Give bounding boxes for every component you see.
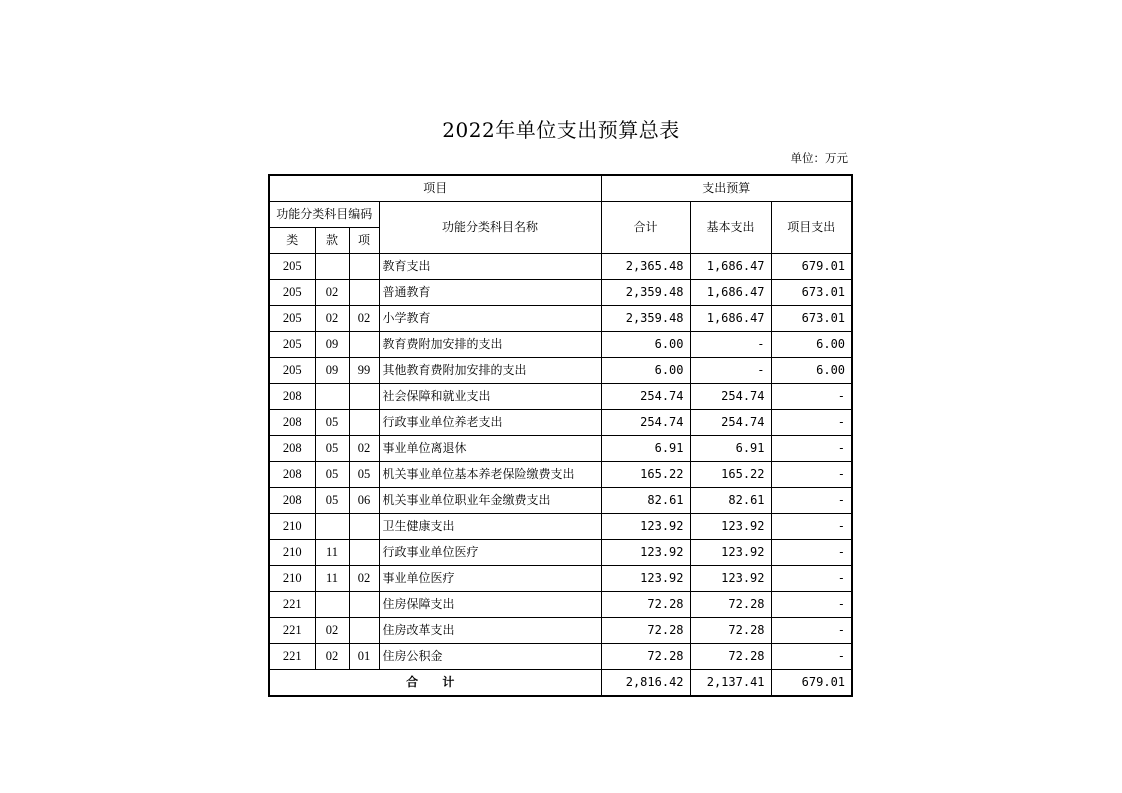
cell-project: 6.00	[771, 358, 852, 384]
cell-basic: 72.28	[690, 592, 771, 618]
cell-project: -	[771, 410, 852, 436]
cell-total: 72.28	[601, 592, 690, 618]
total-project: 679.01	[771, 670, 852, 697]
cell-project: 679.01	[771, 254, 852, 280]
table-row	[269, 306, 852, 332]
cell-kuan: 05	[315, 436, 349, 462]
cell-kuan: 09	[315, 332, 349, 358]
cell-basic: -	[690, 332, 771, 358]
cell-xiang	[349, 592, 379, 618]
cell-project: -	[771, 514, 852, 540]
table-row	[269, 592, 852, 618]
cell-project: 673.01	[771, 306, 852, 332]
cell-total: 82.61	[601, 488, 690, 514]
cell-basic: -	[690, 358, 771, 384]
cell-name: 教育费附加安排的支出	[379, 332, 601, 358]
cell-basic: 1,686.47	[690, 280, 771, 306]
cell-name: 卫生健康支出	[379, 514, 601, 540]
table-row	[269, 618, 852, 644]
cell-project: -	[771, 384, 852, 410]
table-row	[269, 384, 852, 410]
cell-name: 机关事业单位职业年金缴费支出	[379, 488, 601, 514]
cell-total: 2,359.48	[601, 306, 690, 332]
cell-kuan: 05	[315, 462, 349, 488]
cell-basic: 123.92	[690, 540, 771, 566]
header-xiang: 项	[349, 228, 379, 254]
cell-project: -	[771, 488, 852, 514]
cell-project: -	[771, 644, 852, 670]
header-code-group: 功能分类科目编码	[269, 202, 379, 228]
header-total: 合计	[601, 202, 690, 254]
cell-total: 123.92	[601, 540, 690, 566]
cell-xiang	[349, 618, 379, 644]
cell-kuan: 11	[315, 566, 349, 592]
table-row	[269, 540, 852, 566]
cell-total: 2,359.48	[601, 280, 690, 306]
cell-project: 6.00	[771, 332, 852, 358]
cell-total: 6.91	[601, 436, 690, 462]
cell-name: 社会保障和就业支出	[379, 384, 601, 410]
cell-total: 6.00	[601, 358, 690, 384]
cell-xiang	[349, 332, 379, 358]
cell-basic: 6.91	[690, 436, 771, 462]
cell-xiang: 02	[349, 306, 379, 332]
cell-project: -	[771, 462, 852, 488]
cell-xiang: 05	[349, 462, 379, 488]
cell-name: 教育支出	[379, 254, 601, 280]
cell-name: 其他教育费附加安排的支出	[379, 358, 601, 384]
total-label: 合 计	[269, 670, 601, 697]
cell-name: 普通教育	[379, 280, 601, 306]
cell-lei: 208	[269, 410, 315, 436]
cell-basic: 82.61	[690, 488, 771, 514]
cell-kuan: 02	[315, 618, 349, 644]
cell-total: 165.22	[601, 462, 690, 488]
cell-xiang	[349, 514, 379, 540]
cell-basic: 165.22	[690, 462, 771, 488]
budget-table	[268, 174, 853, 697]
table-body	[269, 254, 852, 670]
cell-basic: 123.92	[690, 566, 771, 592]
cell-lei: 205	[269, 332, 315, 358]
cell-project: -	[771, 540, 852, 566]
cell-lei: 221	[269, 592, 315, 618]
table-row	[269, 488, 852, 514]
cell-basic: 1,686.47	[690, 254, 771, 280]
cell-xiang: 99	[349, 358, 379, 384]
cell-xiang	[349, 540, 379, 566]
header-basic: 基本支出	[690, 202, 771, 254]
cell-total: 123.92	[601, 566, 690, 592]
cell-name: 事业单位医疗	[379, 566, 601, 592]
cell-kuan: 11	[315, 540, 349, 566]
unit-label: 单位：万元	[790, 151, 848, 165]
cell-xiang: 01	[349, 644, 379, 670]
cell-lei: 205	[269, 254, 315, 280]
cell-total: 6.00	[601, 332, 690, 358]
total-row	[269, 670, 852, 697]
cell-lei: 208	[269, 462, 315, 488]
cell-lei: 205	[269, 280, 315, 306]
total-basic: 2,137.41	[690, 670, 771, 697]
cell-basic: 254.74	[690, 384, 771, 410]
cell-total: 72.28	[601, 644, 690, 670]
cell-lei: 208	[269, 436, 315, 462]
cell-lei: 205	[269, 358, 315, 384]
cell-kuan: 02	[315, 644, 349, 670]
cell-kuan	[315, 514, 349, 540]
cell-total: 72.28	[601, 618, 690, 644]
cell-total: 2,365.48	[601, 254, 690, 280]
cell-kuan: 05	[315, 488, 349, 514]
cell-kuan	[315, 592, 349, 618]
table-row	[269, 462, 852, 488]
cell-xiang: 06	[349, 488, 379, 514]
cell-xiang	[349, 254, 379, 280]
cell-name: 机关事业单位基本养老保险缴费支出	[379, 462, 601, 488]
cell-lei: 221	[269, 644, 315, 670]
table-row	[269, 436, 852, 462]
table-row	[269, 410, 852, 436]
cell-project: -	[771, 618, 852, 644]
cell-total: 123.92	[601, 514, 690, 540]
header-name: 功能分类科目名称	[379, 202, 601, 254]
cell-lei: 210	[269, 514, 315, 540]
cell-name: 住房改革支出	[379, 618, 601, 644]
cell-lei: 221	[269, 618, 315, 644]
cell-lei: 210	[269, 540, 315, 566]
cell-xiang: 02	[349, 566, 379, 592]
cell-kuan: 09	[315, 358, 349, 384]
header-project: 项目支出	[771, 202, 852, 254]
cell-basic: 254.74	[690, 410, 771, 436]
cell-basic: 72.28	[690, 644, 771, 670]
header-row-2	[269, 202, 852, 228]
page-title: 2022年单位支出预算总表	[442, 118, 680, 142]
cell-name: 事业单位离退休	[379, 436, 601, 462]
cell-lei: 205	[269, 306, 315, 332]
cell-name: 行政事业单位养老支出	[379, 410, 601, 436]
cell-name: 住房公积金	[379, 644, 601, 670]
header-budget: 支出预算	[601, 175, 852, 202]
cell-name: 行政事业单位医疗	[379, 540, 601, 566]
table-row	[269, 254, 852, 280]
header-item: 项目	[269, 175, 601, 202]
table-row	[269, 332, 852, 358]
cell-basic: 1,686.47	[690, 306, 771, 332]
table-row	[269, 280, 852, 306]
cell-kuan: 05	[315, 410, 349, 436]
cell-xiang	[349, 410, 379, 436]
cell-total: 254.74	[601, 410, 690, 436]
header-kuan: 款	[315, 228, 349, 254]
cell-name: 住房保障支出	[379, 592, 601, 618]
cell-project: 673.01	[771, 280, 852, 306]
table-row	[269, 644, 852, 670]
cell-lei: 208	[269, 384, 315, 410]
cell-basic: 72.28	[690, 618, 771, 644]
cell-xiang	[349, 384, 379, 410]
cell-name: 小学教育	[379, 306, 601, 332]
cell-project: -	[771, 566, 852, 592]
cell-project: -	[771, 592, 852, 618]
cell-xiang: 02	[349, 436, 379, 462]
header-row-1	[269, 175, 852, 202]
cell-lei: 208	[269, 488, 315, 514]
header-lei: 类	[269, 228, 315, 254]
cell-total: 254.74	[601, 384, 690, 410]
cell-project: -	[771, 436, 852, 462]
cell-basic: 123.92	[690, 514, 771, 540]
cell-kuan: 02	[315, 306, 349, 332]
cell-kuan: 02	[315, 280, 349, 306]
cell-kuan	[315, 384, 349, 410]
cell-lei: 210	[269, 566, 315, 592]
table-row	[269, 514, 852, 540]
cell-xiang	[349, 280, 379, 306]
total-sum: 2,816.42	[601, 670, 690, 697]
table-row	[269, 566, 852, 592]
cell-kuan	[315, 254, 349, 280]
table-row	[269, 358, 852, 384]
